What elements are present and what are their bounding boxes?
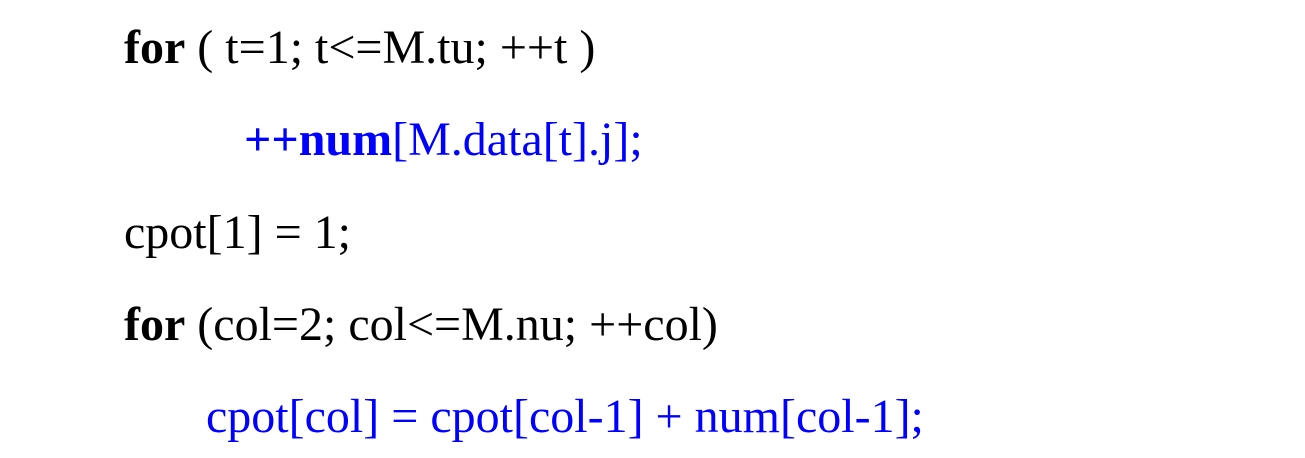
- code-line-cpot-init: cpot[1] = 1;: [124, 206, 352, 259]
- increment-operator: ++: [244, 113, 299, 166]
- keyword-for: for: [124, 21, 186, 74]
- for-header-t: ( t=1; t<=M.tu; ++t ): [185, 21, 596, 74]
- code-line-for-loop-col: [124, 297, 718, 353]
- code-line-for-loop-t: [124, 20, 595, 76]
- code-line-increment-num: [244, 112, 643, 168]
- for-header-col: (col=2; col<=M.nu; ++col): [185, 298, 718, 351]
- code-line-cpot-assign: cpot[col] = cpot[col-1] + num[col-1];: [206, 390, 924, 443]
- num-index-expression: [M.data[t].j];: [392, 113, 643, 166]
- keyword-for: for: [124, 298, 186, 351]
- keyword-num: num: [298, 113, 393, 166]
